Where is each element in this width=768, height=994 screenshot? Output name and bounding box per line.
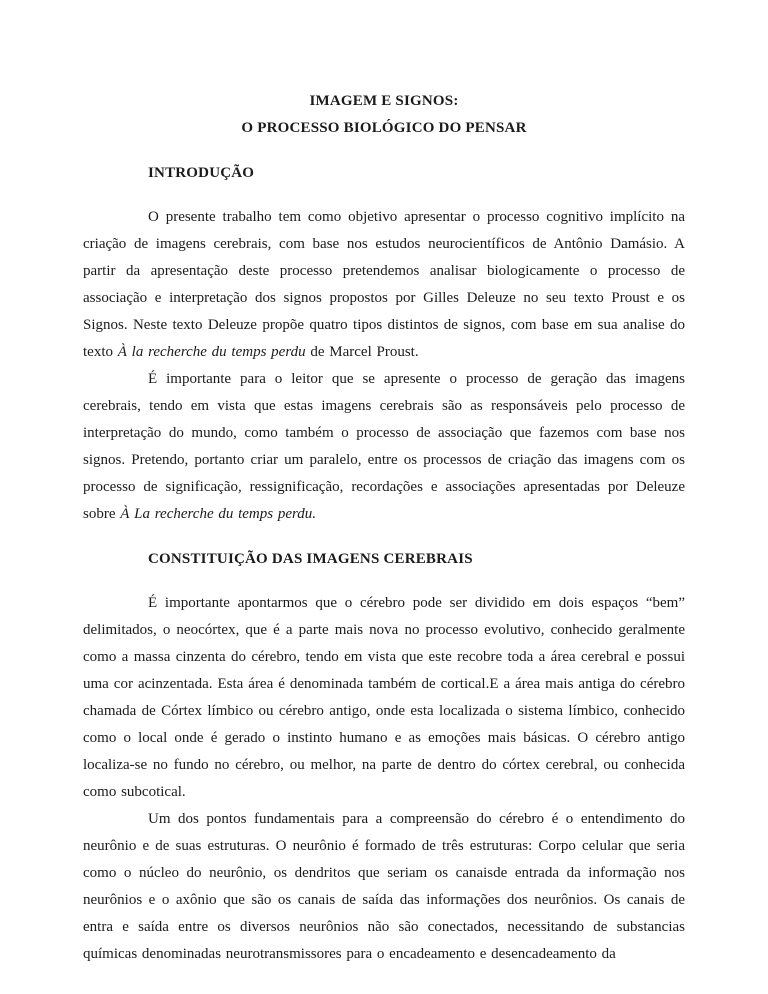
text-run: É importante apontarmos que o cérebro pode ser dividido em dois espaços “bem” delimitados, o neocórtex, que é a parte mais nova no processo evolutivo, conhecido geralmente como a massa cinzenta do cérebro, tendo em vista que este recobre toda a área cerebral e possui uma cor acinzentada. Esta área é denominada também de cortical.E a área mais antiga do cérebro chamada de Córtex límbico ou cérebro antigo, onde esta localizada o sistema límbico, conhecido como o local onde é gerado o instinto humano e as emoções mais básicas. O cérebro antigo localiza-se no fundo no cérebro, ou melhor, na parte de dentro do córtex cerebral, ou conhecida como subcotical. xyxy=(83,595,685,800)
text-run: O presente trabalho tem como objetivo apresentar o processo cognitivo implícito na criação de imagens cerebrais, com base nos estudos neurocientíficos de Antônio Damásio. A partir da apresentação deste processo pretendemos analisar biologicamente o processo de associação e interpretação dos signos propostos por Gilles Deleuze no seu texto Proust e os Signos. Neste texto Deleuze propõe quatro tipos distintos de signos, com base em sua analise do texto xyxy=(83,209,685,360)
italic-text-run: À la recherche du temps perdu xyxy=(117,344,306,360)
italic-text-run: À La recherche du temps perdu. xyxy=(120,506,317,522)
section-heading: CONSTITUIÇÃO DAS IMAGENS CEREBRAIS xyxy=(148,551,473,567)
text-run: É importante para o leitor que se apresente o processo de geração das imagens cerebrais, tendo em vista que estas imagens cerebrais são as responsáveis pelo processo de interpretação do mundo, como também o processo de associação que fazemos com base nos signos. Pretendo, portanto criar um paralelo, entre os processos de criação das imagens com os processo de significação, ressignificação, recordações e associações apresentadas por Deleuze sobre xyxy=(83,371,685,522)
paragraph xyxy=(83,590,685,806)
text-run: de Marcel Proust. xyxy=(305,344,419,360)
title-line-1: IMAGEM E SIGNOS: xyxy=(309,93,459,109)
document-title xyxy=(83,88,685,142)
section-heading: INTRODUÇÃO xyxy=(148,165,255,181)
text-run: Um dos pontos fundamentais para a compreensão do cérebro é o entendimento do neurônio e de suas estruturas. O neurônio é formado de três estruturas: Corpo celular que seria como o núcleo do neurônio, os dendritos que seriam os canaisde entrada da informação nos neurônios e o axônio que são os canais de saída das informações dos neurônios. Os canais de entra e saída entre os diversos neurônios não são conectados, necessitando de substancias químicas denominadas neurotransmissores para o encadeamento e desencadeamento da xyxy=(83,811,685,962)
paragraph xyxy=(83,806,685,968)
paragraph xyxy=(83,366,685,528)
paragraph xyxy=(83,204,685,366)
document-body xyxy=(83,160,685,968)
title-line-2: O PROCESSO BIOLÓGICO DO PENSAR xyxy=(241,120,527,136)
